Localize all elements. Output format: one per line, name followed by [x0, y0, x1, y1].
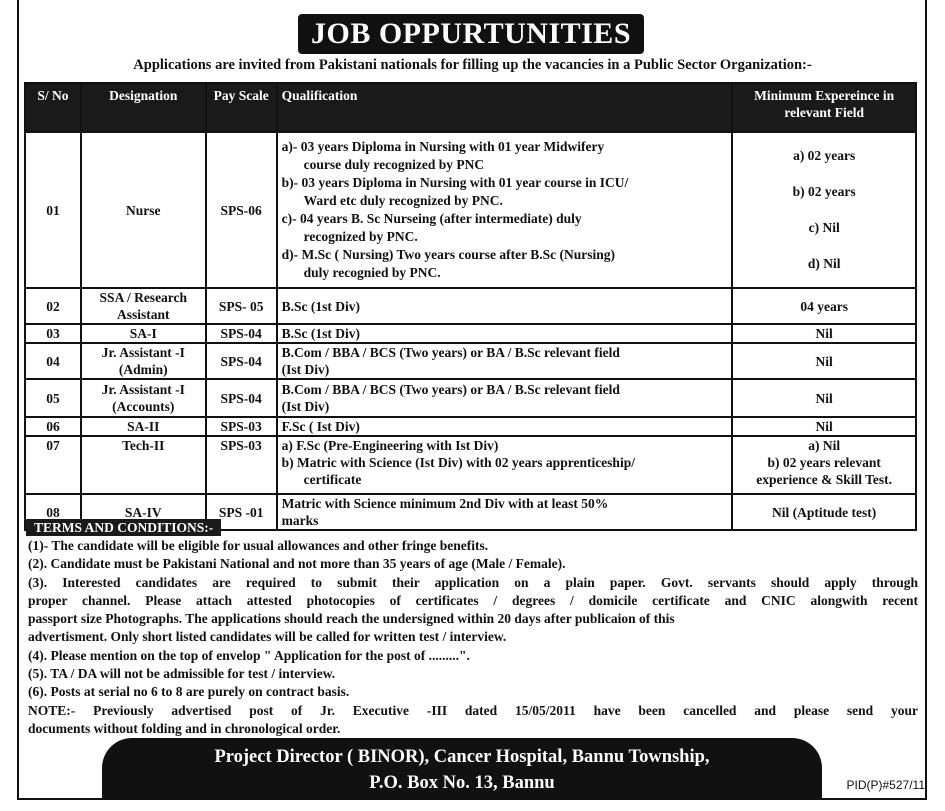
- term-line: (5). TA / DA will not be admissible for test / interview.: [28, 666, 336, 682]
- qualification-line: b)- 03 years Diploma in Nursing with 01 year course in ICU/: [281, 175, 629, 190]
- experience: [732, 436, 916, 494]
- term-line: advertisment. Only short listed candidates will be called for written test / interview.: [28, 629, 507, 645]
- terms-heading: TERMS AND CONDITIONS:-: [26, 519, 221, 536]
- table-header-row: [25, 83, 916, 132]
- experience-line: Nil: [815, 353, 833, 369]
- header-pay-scale: Pay Scale: [206, 83, 277, 132]
- qualification: [277, 494, 733, 530]
- term-line: (2). Candidate must be Pakistani National and not more than 35 years of age (Male / Female).: [28, 556, 566, 572]
- serial-number: 06: [25, 417, 81, 436]
- designation: SA-II: [81, 417, 206, 436]
- qualification-line: course duly recognized by PNC: [303, 157, 485, 172]
- experience-line: 04 years: [800, 298, 848, 314]
- term-line: (1)- The candidate will be eligible for usual allowances and other fringe benefits.: [28, 538, 489, 553]
- qualification: [277, 343, 733, 379]
- experience: [732, 494, 916, 530]
- serial-number: 04: [25, 343, 81, 379]
- terms-list: [28, 537, 918, 738]
- pay-scale: SPS-03: [206, 436, 277, 494]
- footer-address-line1: Project Director ( BINOR), Cancer Hospital, Bannu Township,: [214, 747, 710, 767]
- serial-number: 02: [25, 288, 81, 324]
- experience-line: b) 02 years relevant: [767, 455, 881, 470]
- term-line: (6). Posts at serial no 6 to 8 are purely on contract basis.: [28, 684, 350, 700]
- table-row: [25, 379, 916, 417]
- header-experience: Minimum Expereince in relevant Field: [732, 83, 916, 132]
- qualification-line: c)- 04 years B. Sc Nurseing (after intermediate) duly: [281, 211, 582, 226]
- experience-line: experience & Skill Test.: [756, 472, 893, 487]
- serial-number: 08: [25, 494, 81, 530]
- header-qualification: Qualification: [277, 83, 733, 132]
- table-row: [25, 417, 916, 436]
- designation: Nurse: [81, 132, 206, 288]
- qualification-line: B.Sc (1st Div): [281, 298, 360, 314]
- pid-number: PID(P)#527/11: [846, 778, 925, 792]
- qualification-line: Ward etc duly recognized by PNC.: [303, 193, 503, 208]
- term-line: (3). Interested candidates are required to submit their application on a plain paper. Govt. servants should apply through: [28, 574, 918, 590]
- designation: SSA / Research Assistant: [81, 288, 206, 324]
- vacancies-table: [24, 82, 917, 531]
- qualification-line: b) Matric with Science (Ist Div) with 02 years apprenticeship/: [281, 455, 635, 470]
- ad-title: JOB OPPURTUNITIES: [298, 14, 644, 54]
- experience-line: a) Nil: [808, 438, 841, 453]
- header-sno: S/ No: [25, 83, 81, 132]
- pay-scale: SPS-04: [206, 379, 277, 417]
- designation: Tech-II: [81, 436, 206, 494]
- qualification-line: marks: [281, 513, 319, 528]
- table-row: [25, 436, 916, 494]
- qualification-line: (Ist Div): [281, 362, 330, 377]
- pay-scale: SPS-04: [206, 343, 277, 379]
- serial-number: 01: [25, 132, 81, 288]
- experience: [732, 288, 916, 324]
- qualification: [277, 417, 733, 436]
- qualification-line: recognized by PNC.: [303, 229, 418, 244]
- designation: SA-I: [81, 324, 206, 343]
- experience-line: Nil (Aptitude test): [772, 504, 877, 520]
- qualification-line: B.Sc (1st Div): [281, 326, 360, 341]
- term-line: passport size Photographs. The applications should reach the undersigned within 20 days after publicaion of this: [28, 611, 675, 627]
- header-designation: Designation: [81, 83, 206, 132]
- pay-scale: SPS-03: [206, 417, 277, 436]
- experience-line: Nil: [815, 390, 833, 406]
- qualification-line: certificate: [303, 472, 362, 487]
- qualification-line: (Ist Div): [281, 399, 330, 414]
- term-line: proper channel. Please attach attested photocopies of certificates / degrees / domicile certificate and CNIC alongwith recent: [28, 592, 918, 608]
- experience-line: Nil: [815, 419, 833, 434]
- qualification-line: d)- M.Sc ( Nursing) Two years course after B.Sc (Nursing): [281, 247, 615, 262]
- qualification-line: Matric with Science minimum 2nd Div with at least 50%: [281, 496, 609, 511]
- term-line: documents without folding and in chronological order.: [28, 720, 341, 736]
- qualification-line: a)- 03 years Diploma in Nursing with 01 year Midwifery: [281, 139, 605, 154]
- qualification-line: B.Com / BBA / BCS (Two years) or BA / B.Sc relevant field: [281, 382, 620, 397]
- qualification-line: F.Sc ( Ist Div): [281, 419, 360, 434]
- qualification-line: B.Com / BBA / BCS (Two years) or BA / B.Sc relevant field: [281, 345, 620, 360]
- experience-line: d) Nil: [807, 256, 841, 271]
- pay-scale: SPS-06: [206, 132, 277, 288]
- contact-footer: [102, 738, 822, 800]
- designation: SA-IV: [81, 494, 206, 530]
- experience: [732, 132, 916, 288]
- footer-address-line2: P.O. Box No. 13, Bannu: [369, 773, 555, 793]
- table-row: [25, 132, 916, 288]
- experience: [732, 343, 916, 379]
- experience-line: b) 02 years: [792, 184, 856, 199]
- designation: Jr. Assistant -I (Admin): [81, 343, 206, 379]
- experience-line: c) Nil: [808, 220, 840, 235]
- intro-text: Applications are invited from Pakistani nationals for filling up the vacancies in a Public Sector Organization:-: [133, 57, 812, 73]
- qualification-line: a) F.Sc (Pre-Engineering with Ist Div): [281, 438, 499, 453]
- experience: [732, 379, 916, 417]
- experience: [732, 417, 916, 436]
- pay-scale: SPS- 05: [206, 288, 277, 324]
- serial-number: 05: [25, 379, 81, 417]
- term-line: (4). Please mention on the top of envelop " Application for the post of .........".: [28, 647, 470, 663]
- experience: [732, 324, 916, 343]
- qualification: [277, 436, 733, 494]
- table-row: [25, 288, 916, 324]
- designation: Jr. Assistant -I (Accounts): [81, 379, 206, 417]
- experience-line: Nil: [815, 326, 833, 341]
- qualification: [277, 379, 733, 417]
- pay-scale: SPS-04: [206, 324, 277, 343]
- table-row: [25, 343, 916, 379]
- term-line: NOTE:- Previously advertised post of Jr. Executive -III dated 15/05/2011 have been cancelled and please send your: [28, 702, 918, 718]
- serial-number: 07: [25, 436, 81, 494]
- qualification: [277, 324, 733, 343]
- experience-line: a) 02 years: [793, 148, 856, 163]
- qualification-line: duly recognied by PNC.: [303, 265, 441, 280]
- qualification: [277, 132, 733, 288]
- pay-scale: SPS -01: [206, 494, 277, 530]
- table-row: [25, 324, 916, 343]
- serial-number: 03: [25, 324, 81, 343]
- qualification: [277, 288, 733, 324]
